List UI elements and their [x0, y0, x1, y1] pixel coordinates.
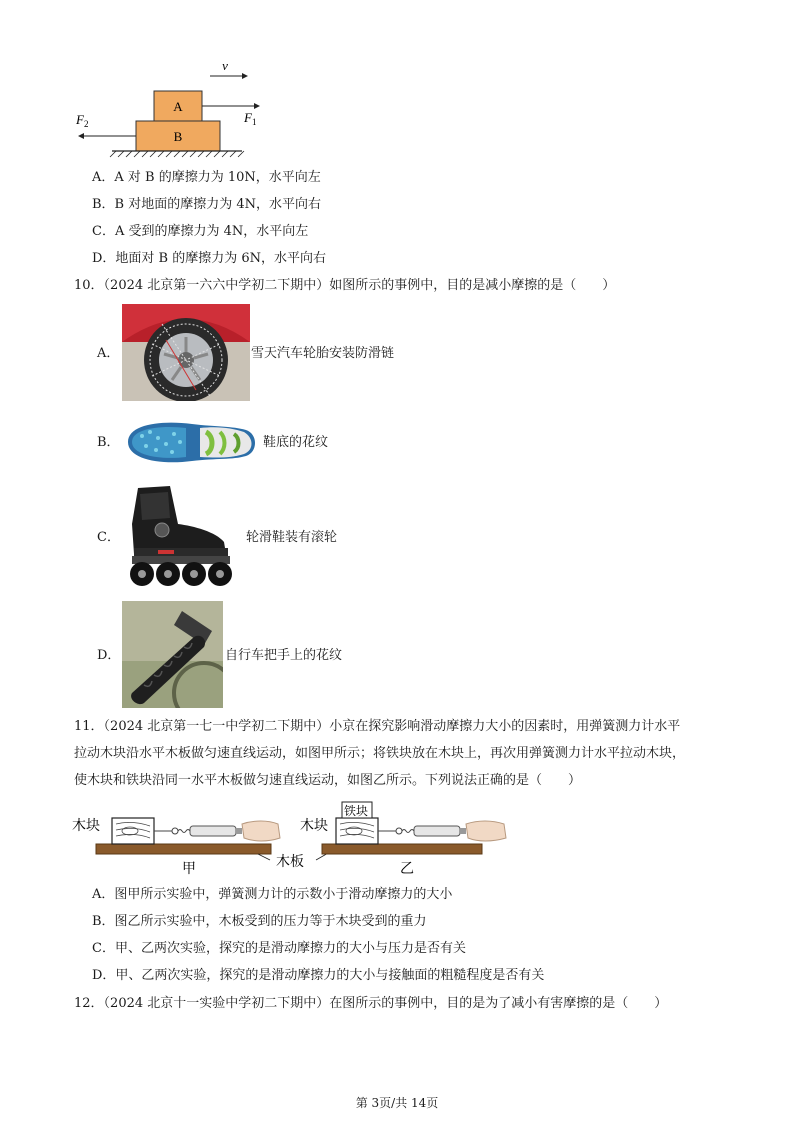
board-right [322, 844, 482, 854]
wood-block-right-label: 木块 [300, 819, 328, 834]
q9-option-a: A．A 对 B 的摩擦力为 10N，水平向左 [92, 170, 321, 185]
q11-stem-line3: 使木块和铁块沿同一水平木板做匀速直线运动，如图乙所示。下列说法正确的是（ ） [74, 773, 582, 788]
bike-handle-photo [122, 601, 223, 708]
label-jia: 甲 [182, 862, 196, 877]
wood-block-left-label: 木块 [72, 819, 100, 834]
shoe-sole-photo [122, 416, 260, 469]
roller-skate-photo [124, 484, 240, 588]
q10-option-d-caption: 自行车把手上的花纹 [225, 648, 343, 663]
car-tire-chain-photo [122, 304, 250, 401]
q10-option-a-caption: 雪天汽车轮胎安装防滑链 [251, 346, 395, 361]
q11-option-d: D．甲、乙两次实验，探究的是滑动摩擦力的大小与接触面的粗糙程度是否有关 [92, 968, 545, 983]
force-f1-label: $F_1$ [244, 110, 257, 127]
board-label: 木板 [276, 855, 304, 870]
q10-stem: 10．（2024 北京第一六六中学初二下期中）如图所示的事例中，目的是减小摩擦的是（ ） [74, 278, 616, 293]
q9-option-b: B．B 对地面的摩擦力为 4N，水平向右 [92, 197, 322, 212]
q11-option-b: B．图乙所示实验中，木板受到的压力等于木块受到的重力 [92, 914, 427, 929]
q9-option-c: C．A 受到的摩擦力为 4N，水平向左 [92, 224, 309, 239]
q11-option-a: A．图甲所示实验中，弹簧测力计的示数小于滑动摩擦力的大小 [92, 887, 453, 902]
q10-option-a-letter: A． [97, 346, 120, 361]
q9-figure [70, 58, 270, 163]
q10-option-c-caption: 轮滑鞋装有滚轮 [246, 530, 338, 545]
q9-option-d: D．地面对 B 的摩擦力为 6N，水平向右 [92, 251, 327, 266]
velocity-label: v [222, 58, 228, 73]
q10-option-b-letter: B． [97, 435, 120, 450]
q10-option-d-letter: D． [97, 648, 121, 663]
q11-figure [72, 800, 522, 878]
label-yi: 乙 [400, 862, 414, 877]
block-b-label: B [173, 129, 183, 144]
board-left [96, 844, 271, 854]
q10-option-c-letter: C． [97, 530, 120, 545]
page-footer: 第 3页/共 14页 [355, 1096, 439, 1110]
q12-stem: 12．（2024 北京十一实验中学初二下期中）在图所示的事例中，目的是为了减小有害摩擦的是（ ） [74, 996, 668, 1011]
q11-stem-line2: 拉动木块沿水平木板做匀速直线运动，如图甲所示；将铁块放在木块上，再次用弹簧测力计水平拉动木块， [74, 746, 686, 761]
force-f2-label: $F_2$ [76, 112, 89, 129]
q11-option-c: C．甲、乙两次实验，探究的是滑动摩擦力的大小与压力是否有关 [92, 941, 466, 956]
q10-option-b-caption: 鞋底的花纹 [263, 435, 329, 450]
block-a-label: A [173, 99, 183, 114]
iron-block-label: 铁块 [344, 804, 369, 818]
q11-stem-line1: 11．（2024 北京第一七一中学初二下期中）小京在探究影响滑动摩擦力大小的因素时，用弹簧测力计水平 [74, 719, 681, 734]
